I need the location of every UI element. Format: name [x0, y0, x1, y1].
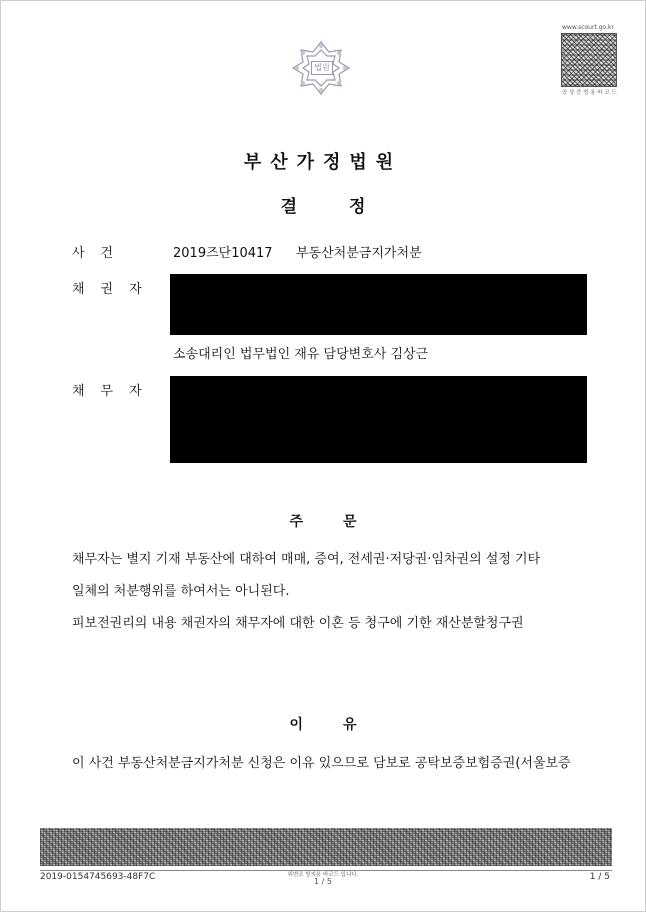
reason-line-1: 이 사건 부동산처분금지가처분 신청은 이유 있으므로 담보로 공탁보증보험증권(서울보증: [72, 756, 571, 771]
page-number: 1 / 5: [589, 872, 610, 882]
qr-url: www.scourt.go.kr: [562, 24, 614, 31]
qr-caption: 공 상 증 명 용 바 코 드: [562, 90, 617, 96]
document-type: 결정: [280, 197, 418, 217]
creditor-representative: 소송대리인 법무법인 재유 담당변호사 김상근: [173, 347, 429, 362]
qr-code-icon: [561, 33, 617, 87]
order-line-3: 피보전권리의 내용 채권자의 채무자에 대한 이혼 등 청구에 기한 재산분할청구권: [72, 616, 524, 631]
case-label: 사건: [72, 246, 130, 261]
case-name: 부동산처분금지가처분: [296, 246, 422, 261]
document-id: 2019-0154745693-48F7C: [40, 872, 156, 882]
footer-center-page: 1 / 5: [314, 877, 332, 886]
court-name: 부산가정법원: [243, 152, 403, 173]
footer-barcode-note: 위변조 방지용 바코드 입니다.: [287, 872, 359, 878]
debtor-label: 채무자: [72, 384, 158, 399]
reason-title: 이유: [289, 717, 397, 733]
debtor-redaction: [170, 376, 587, 463]
order-line-2: 일체의 처분행위를 하여서는 아니된다.: [72, 584, 290, 599]
case-number: 2019즈단10417: [173, 246, 273, 261]
order-line-1: 채무자는 별지 기재 부동산에 대하여 매매, 증여, 전세권·저당권·임차권의 설정 기타: [72, 552, 541, 567]
order-title: 주문: [289, 514, 397, 530]
creditor-label: 채권자: [72, 282, 158, 297]
seal-label: 법원: [311, 61, 333, 75]
creditor-redaction: [170, 274, 587, 335]
footer-barcode: [40, 828, 612, 866]
